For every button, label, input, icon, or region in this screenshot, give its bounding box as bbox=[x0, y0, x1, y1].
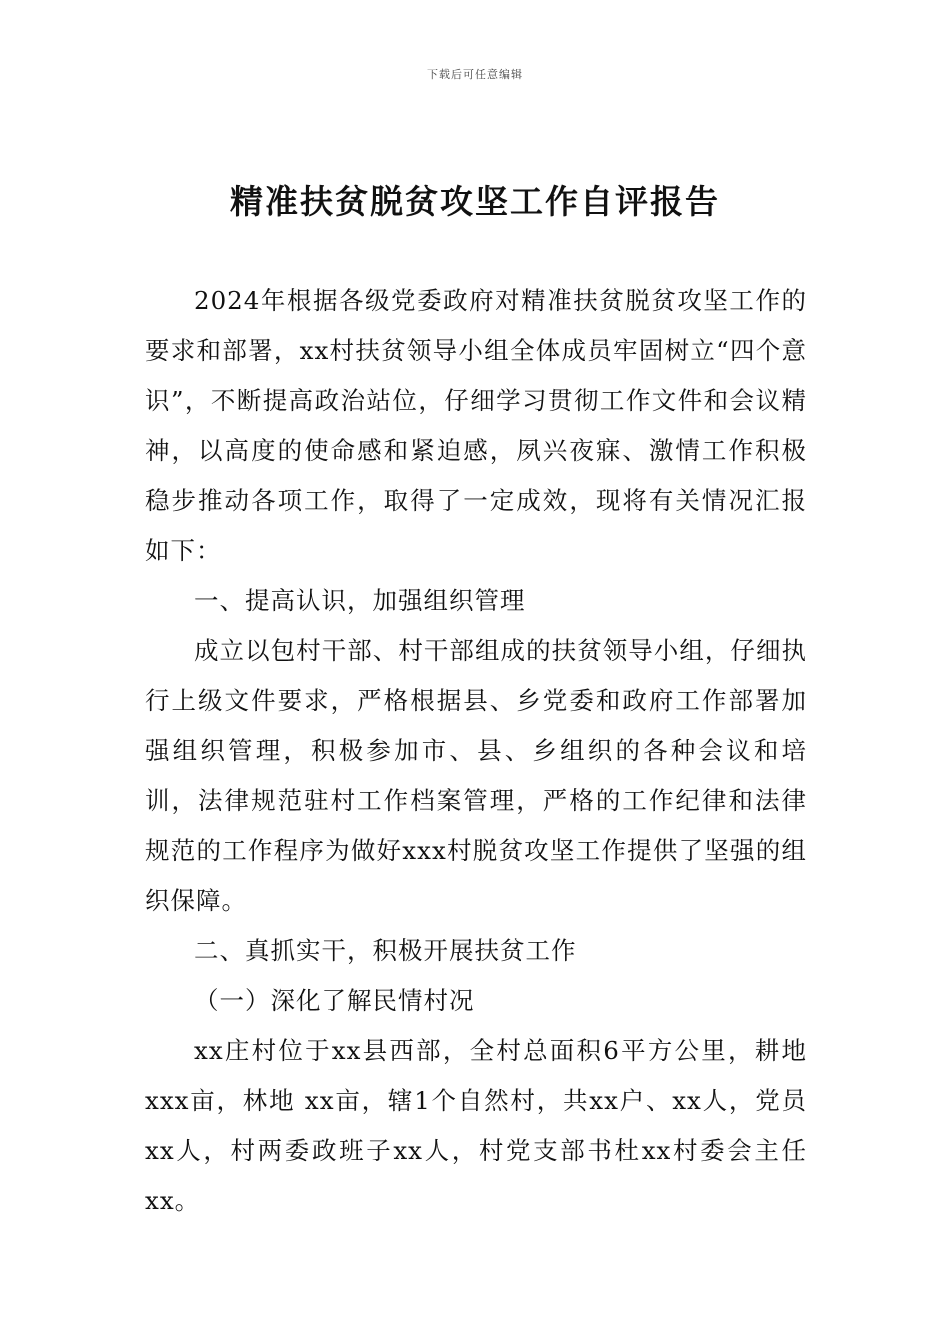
subsection-heading-1: （一）深化了解民情村况 bbox=[194, 986, 475, 1015]
paragraph-village-overview: xx庄村位于xx县西部，全村总面积6平方公里，耕地xxx亩，林地 xx亩，辖1个自然村，共xx户、xx人，党员xx人，村两委政班子xx人，村党支部书杜xx村委会主任xx。 bbox=[145, 1036, 807, 1215]
document-title: 精准扶贫脱贫攻坚工作自评报告 bbox=[230, 182, 720, 221]
paragraph-intro: 2024年根据各级党委政府对精准扶贫脱贫攻坚工作的要求和部署，xx村扶贫领导小组全体成员牢固树立“四个意识”，不断提高政治站位，仔细学习贯彻工作文件和会议精神，以高度的使命感和紧迫感，夙兴夜寐、激情工作积极稳步推动各项工作，取得了一定成效，现将有关情况汇报如下： bbox=[145, 286, 807, 565]
document-body bbox=[145, 276, 807, 1226]
section-heading-2: 二、真抓实干，积极开展扶贫工作 bbox=[194, 936, 577, 965]
paragraph-organization: 成立以包村干部、村干部组成的扶贫领导小组，仔细执行上级文件要求，严格根据县、乡党委和政府工作部署加强组织管理，积极参加市、县、乡组织的各种会议和培训，法律规范驻村工作档案管理，严格的工作纪律和法律规范的工作程序为做好xxx村脱贫攻坚工作提供了坚强的组织保障。 bbox=[145, 636, 807, 915]
page-header-note: 下载后可任意编辑 bbox=[427, 68, 523, 81]
section-heading-1: 一、提高认识，加强组织管理 bbox=[194, 586, 526, 615]
